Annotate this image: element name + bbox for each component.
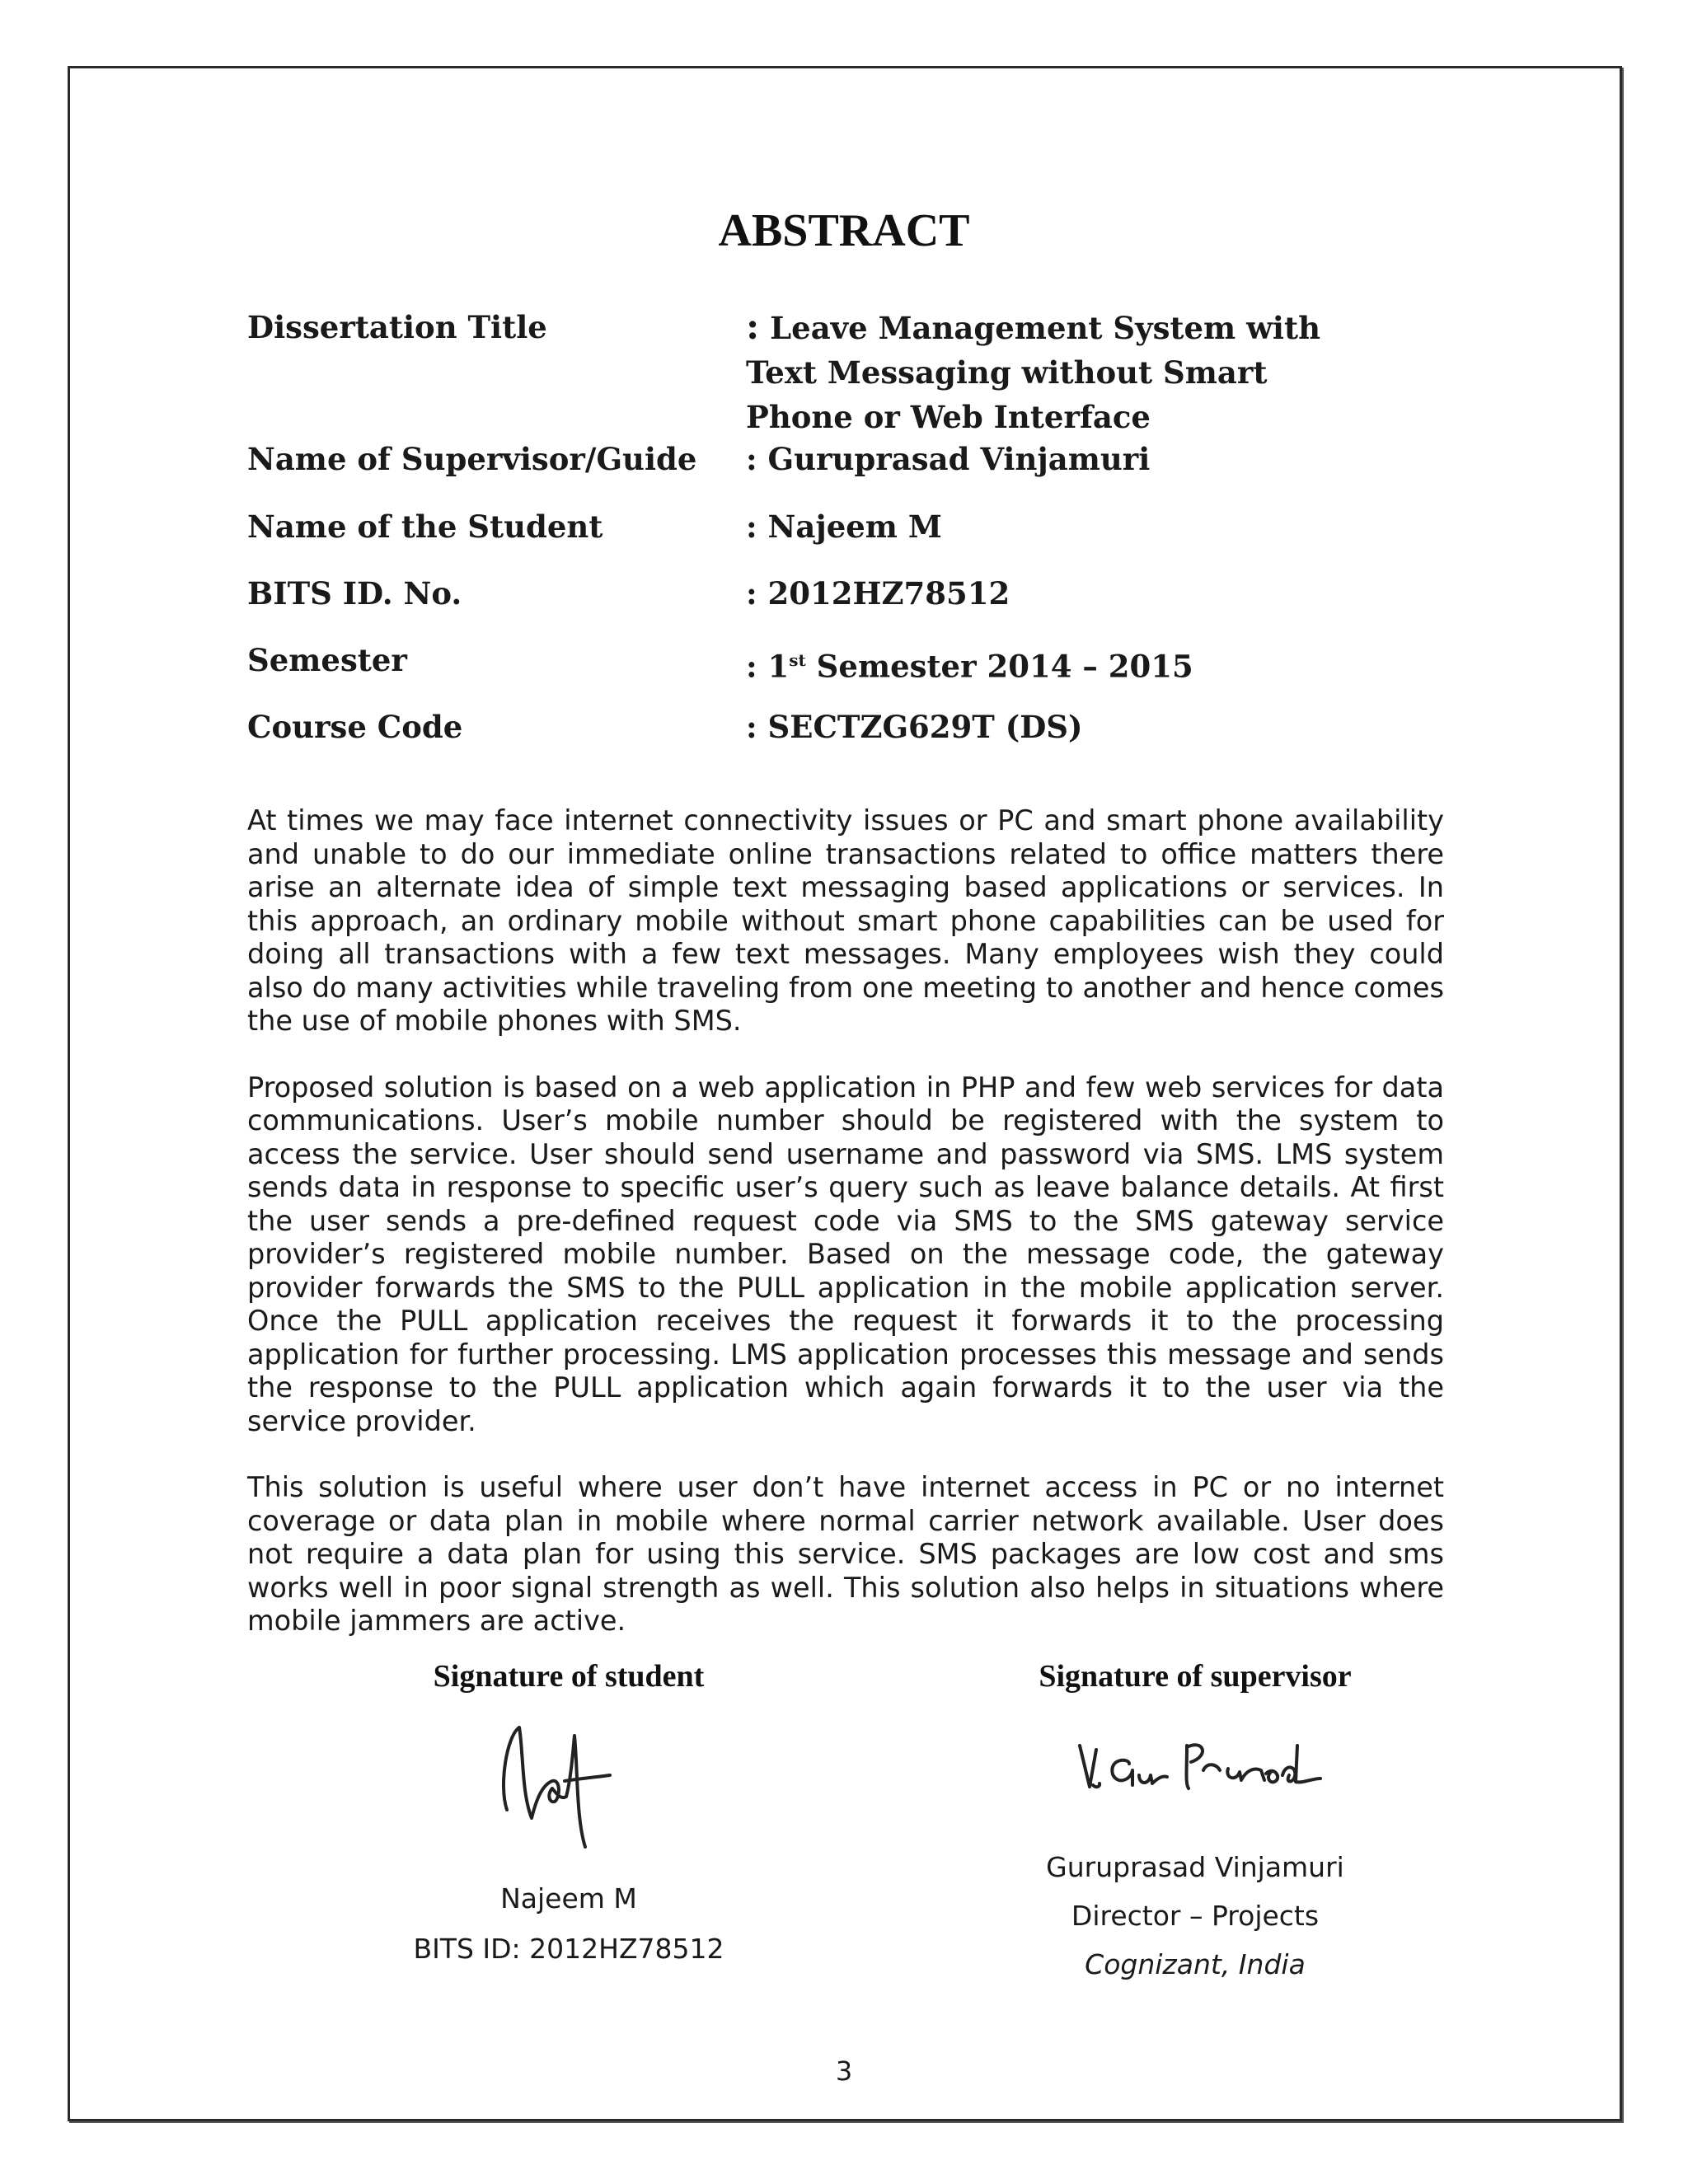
abstract-body bbox=[247, 804, 1444, 1671]
student-label: Name of the Student bbox=[247, 509, 603, 545]
supervisor-signature-image bbox=[1063, 1713, 1327, 1803]
course-code-label: Course Code bbox=[247, 709, 463, 745]
supervisor-org: Cognizant, India bbox=[1085, 1948, 1306, 1980]
supervisor-role: Director – Projects bbox=[1071, 1900, 1320, 1932]
page-number: 3 bbox=[835, 2055, 853, 2087]
semester-label: Semester bbox=[247, 642, 407, 678]
student-value: : Najeem M bbox=[746, 509, 942, 545]
page-title: ABSTRACT bbox=[718, 205, 970, 256]
student-signature-heading: Signature of student bbox=[433, 1659, 705, 1694]
abstract-paragraph: At times we may face internet connectivity issues or PC and smart phone availability and unable to do our immediate online transactions related to office matters there arise an alternate idea of simple text messaging based applications or services. In this approach, an ordinary mobile without smart phone capabilities can be used for doing all transactions with a few text messages. Many employees wish they could also do many activities while traveling from one meeting to another and hence comes the use of mobile phones with SMS. bbox=[247, 804, 1444, 1037]
bits-id-value: : 2012HZ78512 bbox=[746, 575, 1010, 612]
student-signature-block bbox=[321, 1658, 816, 1965]
student-signature-image bbox=[474, 1703, 663, 1859]
semester-value: : 1st Semester 2014 – 2015 bbox=[746, 648, 1193, 685]
abstract-paragraph: Proposed solution is based on a web application in PHP and few web services for data communications. User’s mobile number should be registered with the system to access the service. User should send username and password via SMS. LMS system sends data in response to specific user’s query such as leave balance details. At first the user sends a pre-defined request code via SMS to the SMS gateway service provider’s registered mobile number. Based on the message code, the gateway provider forwards the SMS to the PULL application in the mobile application server. Once the PULL application receives the request it forwards it to the processing application for further processing. LMS application processes this message and sends the response to the PULL application which again forwards it to the user via the service provider. bbox=[247, 1071, 1444, 1437]
student-id: BITS ID: 2012HZ78512 bbox=[413, 1933, 724, 1965]
course-code-value: : SECTZG629T (DS) bbox=[746, 709, 1083, 745]
supervisor-name: Guruprasad Vinjamuri bbox=[1046, 1851, 1344, 1883]
supervisor-label: Name of Supervisor/Guide bbox=[247, 441, 697, 477]
supervisor-signature-block bbox=[948, 1658, 1442, 1980]
dissertation-title-value: : Leave Management System with Text Messaging without Smart Phone or Web Interface bbox=[746, 306, 1320, 435]
dissertation-title-label: Dissertation Title bbox=[247, 309, 547, 345]
supervisor-signature-heading: Signature of supervisor bbox=[1039, 1659, 1352, 1694]
student-name: Najeem M bbox=[500, 1882, 637, 1915]
bits-id-label: BITS ID. No. bbox=[247, 575, 462, 612]
abstract-paragraph: This solution is useful where user don’t have internet access in PC or no internet coverage or data plan in mobile where normal carrier network available. User does not require a data plan for using this service. SMS packages are low cost and sms works well in poor signal strength as well. This solution also helps in situations where mobile jammers are active. bbox=[247, 1471, 1444, 1637]
supervisor-value: : Guruprasad Vinjamuri bbox=[746, 441, 1151, 477]
